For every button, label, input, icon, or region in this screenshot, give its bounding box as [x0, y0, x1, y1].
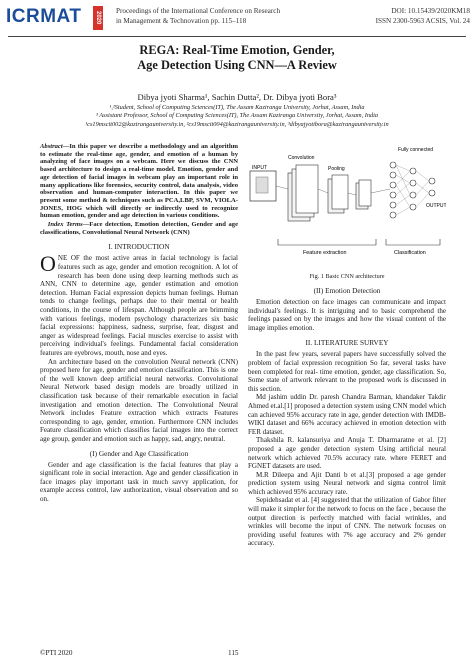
header-right-line1: DOI: 10.15439/2020KM18: [391, 7, 470, 15]
fully-connected-label: Fully connected: [398, 147, 434, 153]
left-column: [40, 143, 238, 503]
stage-brackets: [278, 239, 440, 245]
abstract-label: Abstract: [40, 143, 63, 150]
drop-cap: O: [40, 251, 56, 277]
input-label: INPUT: [252, 165, 267, 171]
emotion-body: [248, 298, 446, 332]
header-doi: [330, 6, 470, 26]
intro-paragraph-1: [40, 251, 238, 357]
section-literature-title: II. LITERATURE SURVEY: [305, 338, 389, 348]
introduction-body: [40, 251, 238, 443]
output-label: OUTPUT: [426, 203, 446, 209]
paper-title: [20, 43, 454, 73]
pooling-label: Pooling: [328, 166, 345, 172]
header-divider: [8, 36, 466, 37]
affiliations: [20, 104, 454, 129]
index-terms: [40, 221, 238, 236]
intro-paragraph-2: An architecture based on the convolution Neural network (CNN) proposed here for age, gender and emotion classification. This is one of the well known deep artificial neural networks. Convolutional Neural Network based design models are broadly utilized in classification task because of their remarkable execution in facial investigation and emotion detection. The Convolutional Neural Network includes Feature extraction which extracts Features corresponding to age, gender, emotion. Furthermore CNN includes Feature classification which classifies facial images into the correct age group, gender and emotion such as happy, sad, angry, neutral.: [40, 357, 238, 443]
section-introduction-title: I. INTRODUCTION: [108, 242, 170, 252]
right-column: [248, 143, 446, 548]
classification-label: Classification: [394, 250, 426, 256]
second-conv-layers: [356, 180, 371, 209]
figure-caption: Fig. 1 Basic CNN architecture: [309, 273, 385, 280]
affiliation-2: ³ Assistant Professor, School of Computing Sciences(IT), The Assam Kaziranga University, Jorhat, Assam, India: [95, 112, 379, 120]
conference-logo: [6, 4, 102, 34]
face-thumbnail-icon: [256, 177, 268, 193]
logo-text: ICRMAT: [6, 6, 82, 27]
authors: Dibya jyoti Sharma¹, Sachin Dutta², Dr. Dibya jyoti Bora³: [137, 92, 337, 102]
affiliation-emails: ¹cs19mscit002@kazirangauniversity.in, ²cs19mscit004@kazirangauniversity.in, ³dibyajyotibora@kazirangauniversity.in: [85, 120, 389, 128]
fully-connected-nodes: [390, 162, 435, 218]
convolution-layers: [288, 165, 318, 221]
emotion-paragraph: Emotion detection on face images can communicate and impact individual's feelings. It is intriguing and to basic comprehend the feelings passed on by the images and how the visual content of the image implies emotion.: [248, 298, 446, 332]
logo-year: 2020: [93, 6, 103, 30]
feature-extraction-label: Feature extraction: [303, 250, 347, 256]
cnn-diagram: [248, 143, 446, 271]
intro-text-1: NE OF the most active areas in facial technology is facial features such as age, gender and emotion recognition. A lot of research has been done using deep learning methods such as ANN, CNN to determine age, gender estimation and emotion detection. Human Facial expression depicts human feelings. Human tends to change feelings, perhaps due to their mental or health conditions, in the course of lifespan. Although people are brimming with various feelings, modern psychology characterizes six basic facial expressions: happiness, sadness, surprise, fear, disgust and anger as widespread feelings. Facial muscles exercise to assist with perceiving individual's feelings. Fundamental facial consideration features are eyebrows, mouth, nose and eyes.: [40, 254, 238, 357]
convolution-label: Convolution: [288, 155, 315, 161]
footer-page-number: 115: [228, 649, 239, 657]
literature-paragraph-2: Md jashim uddin Dr. paresh Chandra Barman, khandaker Takdir Ahmed et.al.[1] proposed a detection system using CNN model which can achieved 95% accuracy rate in age, gender detection with IMDB-WIKI dataset and 66% accuracy achieved in emotion detection with FER dataset.: [248, 393, 446, 436]
header-right-line2: ISSN 2300-5963 ACSIS, Vol. 24: [375, 17, 470, 25]
gender-age-paragraph: Gender and age classification is the facial features that play a significant role in social interaction. Age and gender classification in face images play important task in much savvy application, for example access control, law authorization, visual observation and so on.: [40, 460, 238, 503]
footer-copyright: ©PTI 2020: [40, 649, 73, 657]
header-left-line1: Proceedings of the International Conference on Research: [116, 7, 281, 15]
pooling-layers: [328, 175, 348, 213]
title-line2: Age Detection Using CNN—A Review: [137, 58, 337, 72]
cnn-architecture-figure: [248, 143, 446, 271]
literature-paragraph-5: Sepidehsadat et al. [4] suggested that the utilization of Gabor filter will make it simpler for the network to focus on the face , because the output direction is perfectly matched with facial wrinkles, and wrinkles will become the input of CNN. The network focuses on providing useful features with 7% age accuracy and 2% gender accuracy.: [248, 496, 446, 548]
header-proceedings: [116, 6, 306, 26]
abstract: [40, 143, 238, 220]
abstract-text: —In this paper we describe a methodology and an algorithm to estimate the real-time age, gender, and emotion of a human by analyzing of face images on a webcam. Here we discuss the CNN based architecture to design a real-time model. Emotion, gender and age detection of facial images in webcam play an important role in many applications like forensics, security control, data analysis, video observation and human-computer interaction. In this paper we present some method & techniques such as PCA,LBP, SVM, VIOLA-JONES, HOG which will directly or indirectly used to recognize human emotion, gender and age detection in various conditions.: [40, 143, 238, 220]
affiliation-1: ¹,²Student, School of Computing Sciences(IT), The Assam Kaziranga University, Jorhat, Assam, India: [109, 104, 365, 111]
title-line1: REGA: Real-Time Emotion, Gender,: [139, 43, 335, 57]
subsection-emotion-title: (II) Emotion Detection: [313, 286, 381, 295]
subsection-gender-age-title: (I) Gender and Age Classification: [89, 448, 189, 458]
literature-paragraph-1: In the past few years, several papers have successfully solved the problem of facial expression recognition So far, several tasks have been completed for real- time emotion, gender, age classification. So, Some state of artwork relevant to the proposed work is discussed in this section.: [248, 350, 446, 393]
gender-age-body: [40, 461, 238, 504]
index-terms-label: Index Terms: [47, 221, 83, 229]
literature-body: [248, 350, 446, 548]
index-terms-text: —Face detection, Emotion detection, Gender and age classifications, Convolutional Neural Network (CNN): [40, 221, 238, 236]
header-left-line2: in Management & Technovation pp. 115–118: [116, 17, 247, 25]
literature-paragraph-4: M.R Dileepa and Ajit Danti b et al.[3] proposed a age gender prediction system using Neural network and sigma control limit which achieved 95% accuracy rate.: [248, 470, 446, 496]
literature-paragraph-3: Thakshila R. kalansuriya and Anuja T. Dharmaratne et al. [2] proposed a age gender detection system Using artificial neural network which achieved 70.5% accuracy rate. where FERET and FGNET datasets are used.: [248, 436, 446, 471]
